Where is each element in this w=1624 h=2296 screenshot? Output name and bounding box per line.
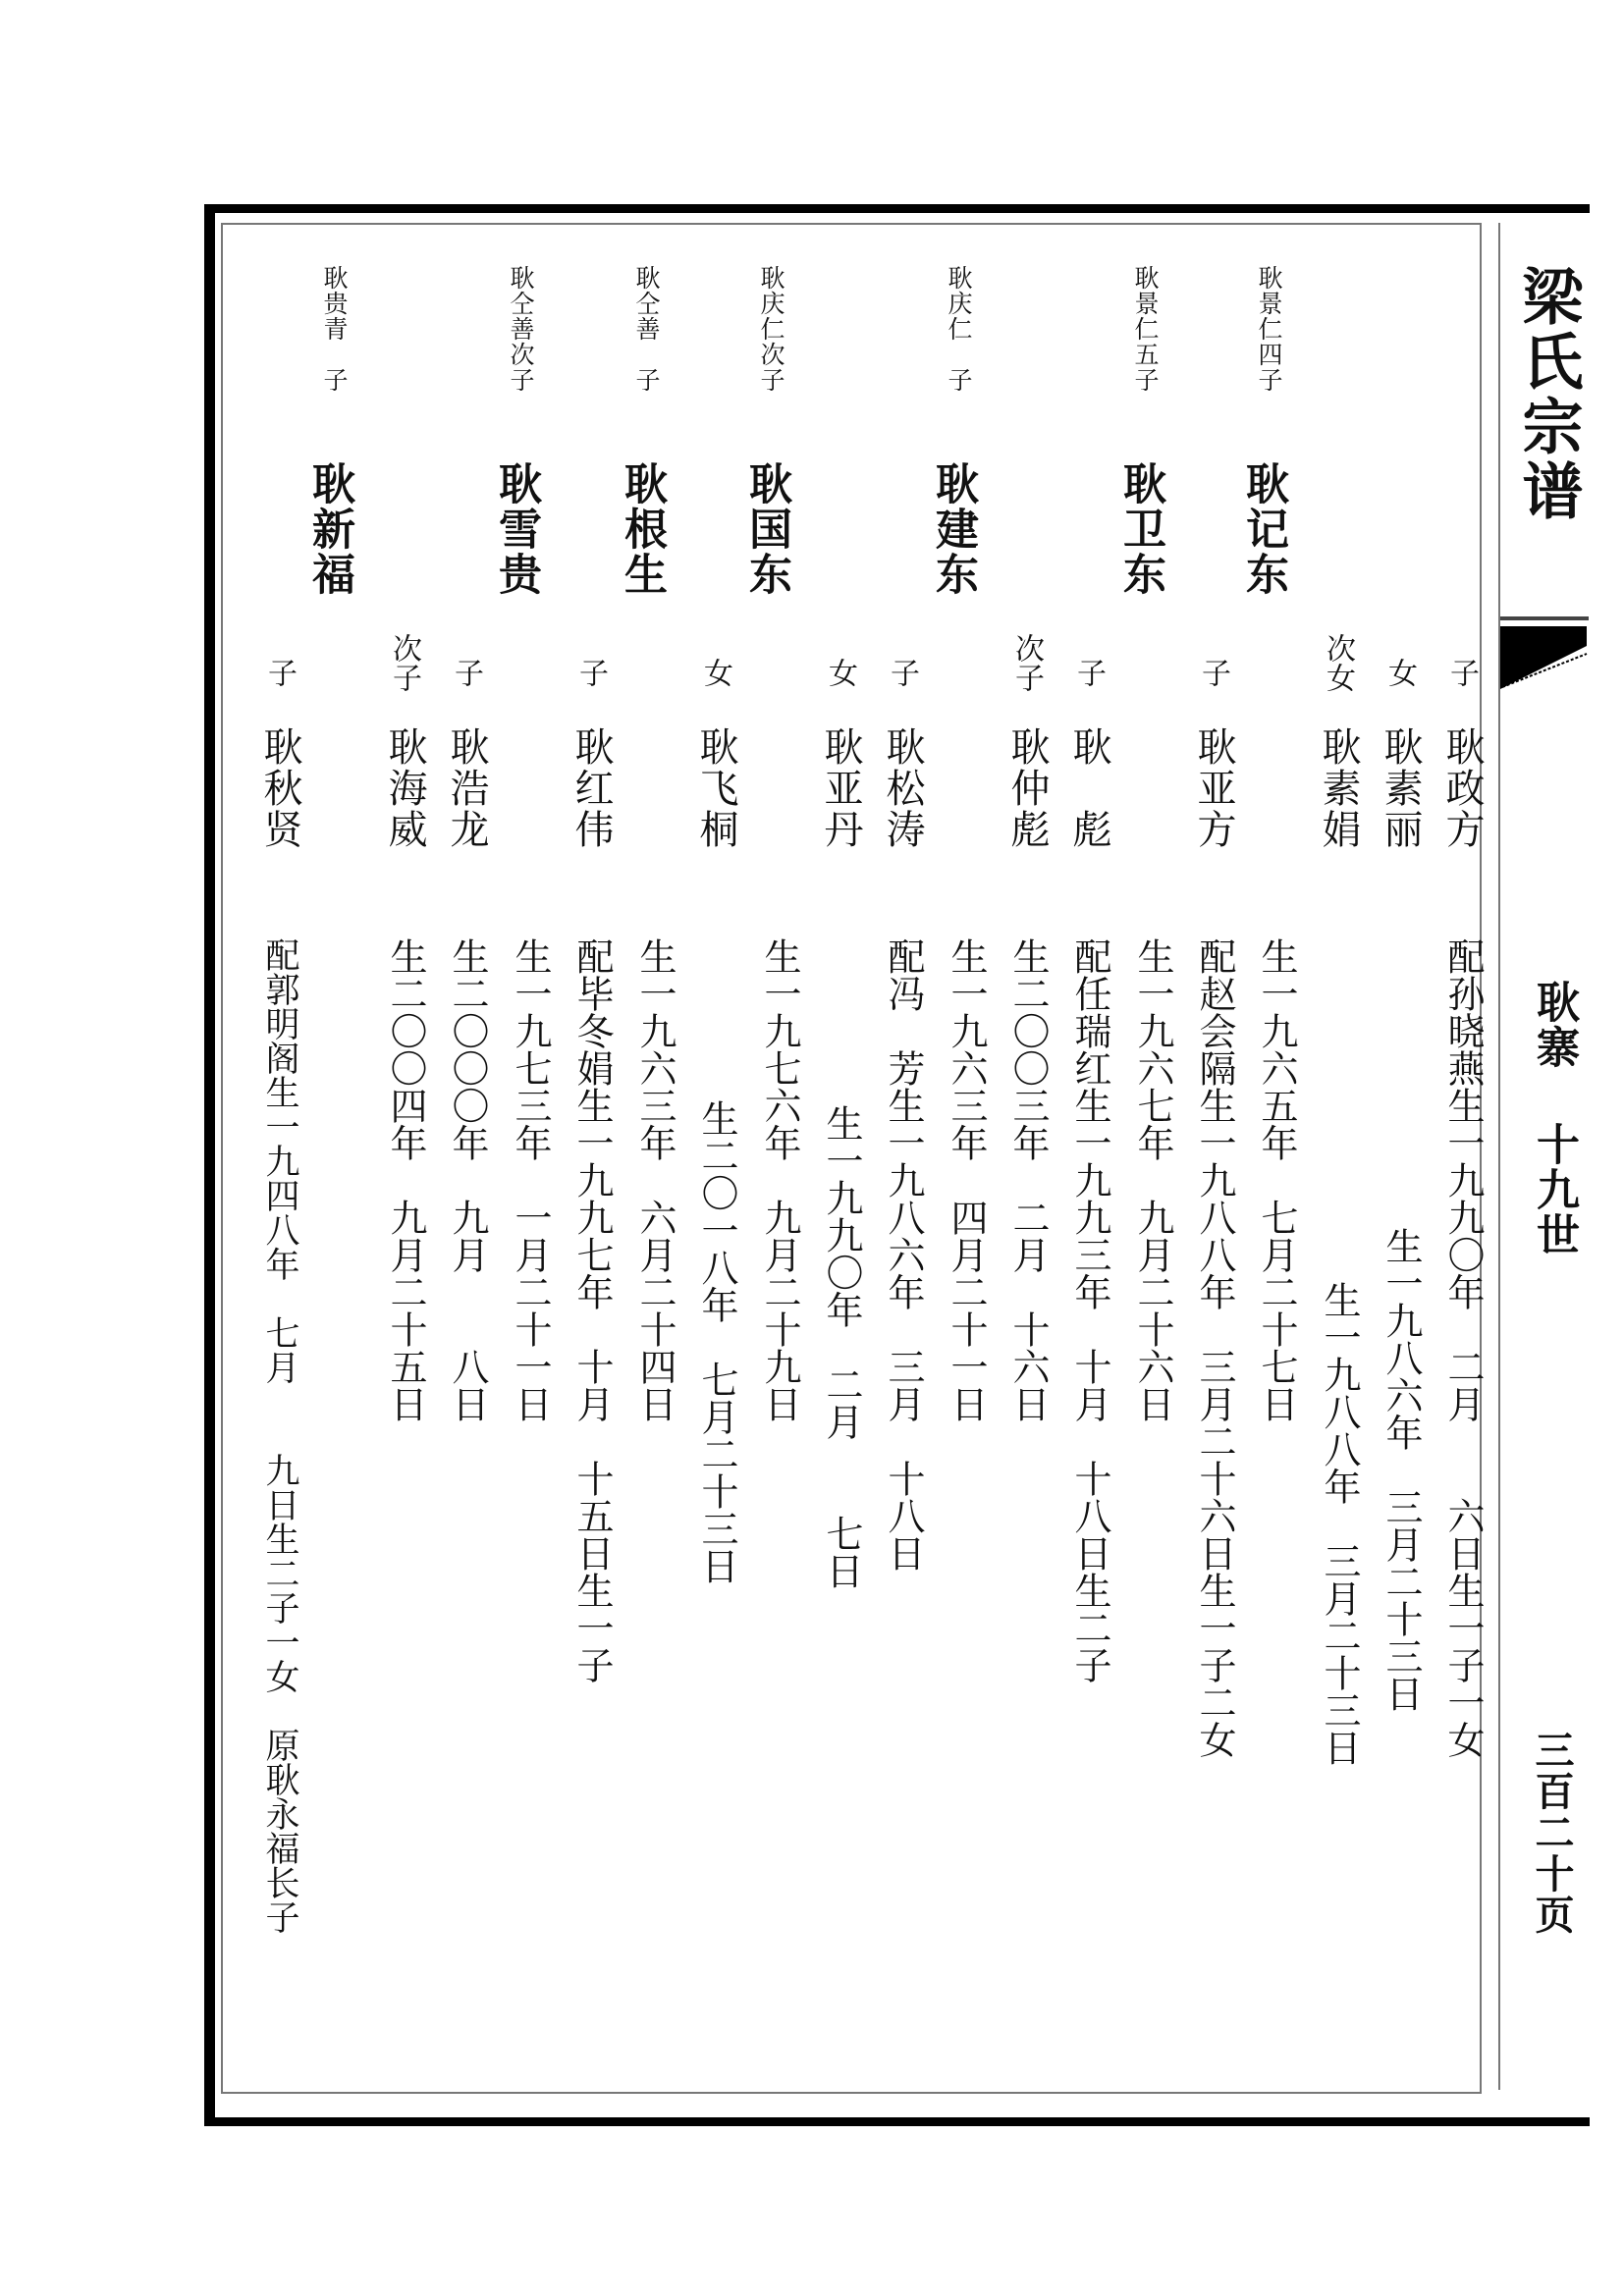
child-description: 生一九六七年 九月二十六日 xyxy=(1131,937,1174,1422)
child-name: 耿浩龙 xyxy=(444,726,489,850)
parent-relation: 耿仝善 子 xyxy=(632,265,661,393)
parent-name: 耿根生 xyxy=(617,461,667,597)
child-name: 耿亚丹 xyxy=(818,726,863,850)
child-relation: 子 xyxy=(449,658,483,687)
book-title: 梁氏宗谱 xyxy=(1512,265,1584,524)
child-description: 生一九八八年 三月二十三日 xyxy=(1318,1281,1361,1766)
child-name: 耿松涛 xyxy=(880,726,925,850)
child-relation: 子 xyxy=(885,658,919,687)
child-relation: 女 xyxy=(698,658,732,687)
child-description: 配任瑞红生一九九三年 十月 十八日生二子 xyxy=(1068,937,1111,1683)
parent-name: 耿雪贵 xyxy=(491,461,541,597)
child-description: 生二〇〇〇年 九月 八日 xyxy=(446,937,489,1422)
child-description: 配郭明阁生一九四八年 七月 九日生二子一女 原耿永福长子 xyxy=(260,937,299,1934)
child-description: 生一九七三年 一月二十一日 xyxy=(509,937,552,1422)
child-name: 耿素丽 xyxy=(1378,726,1423,850)
spine-divider xyxy=(1500,616,1589,620)
child-name: 耿红伟 xyxy=(568,726,614,850)
child-relation: 子 xyxy=(1196,658,1230,687)
child-description: 配冯 芳生一九八六年 三月 十八日 xyxy=(882,937,925,1572)
child-name: 耿政方 xyxy=(1439,726,1485,850)
child-description: 生一九六五年 七月二十七日 xyxy=(1255,937,1298,1422)
parent-name: 耿建东 xyxy=(928,461,978,597)
parent-name: 耿卫东 xyxy=(1115,461,1165,597)
parent-name: 耿国东 xyxy=(741,461,791,597)
child-description: 生二〇〇四年 九月二十五日 xyxy=(384,937,427,1422)
child-relation: 女 xyxy=(1382,658,1417,687)
child-description: 生一九八六年 三月二十三日 xyxy=(1380,1227,1423,1712)
child-name: 耿 彪 xyxy=(1066,726,1111,850)
parent-name: 耿记东 xyxy=(1238,461,1288,597)
generation-label: 耿寨 十九世 xyxy=(1529,980,1579,1257)
parent-relation: 耿庆仁 子 xyxy=(945,265,973,393)
child-relation: 子 xyxy=(262,658,297,687)
child-relation: 次女 xyxy=(1321,633,1355,692)
parent-relation: 耿景仁四子 xyxy=(1255,265,1283,393)
parent-relation: 耿仝善次子 xyxy=(507,265,535,393)
child-relation: 女 xyxy=(823,658,857,687)
child-name: 耿秋贤 xyxy=(257,726,302,850)
parent-relation: 耿景仁五子 xyxy=(1131,265,1160,393)
child-description: 配赵会隔生一九八八年 三月二十六日生一子二女 xyxy=(1193,937,1236,1758)
parent-relation: 耿贵青 子 xyxy=(320,265,349,393)
child-description: 生一九六三年 六月二十四日 xyxy=(633,937,677,1422)
child-description: 配毕冬娟生一九九七年 十月 十五日生一子 xyxy=(570,937,614,1683)
child-description: 配孙晓燕生一九九〇年 二月 六日生一子一女 xyxy=(1441,937,1485,1758)
child-relation: 子 xyxy=(1071,658,1106,687)
child-description: 生一九九〇年 二月 七日 xyxy=(820,1104,863,1589)
child-name: 耿飞桐 xyxy=(693,726,738,850)
parent-name: 耿新福 xyxy=(304,461,354,597)
child-relation: 子 xyxy=(1444,658,1479,687)
child-name: 耿海威 xyxy=(382,726,427,850)
parent-relation: 耿庆仁次子 xyxy=(757,265,785,393)
child-name: 耿亚方 xyxy=(1191,726,1236,850)
fishtail-ornament xyxy=(1500,624,1589,693)
page-number: 三百二十页 xyxy=(1529,1730,1575,1936)
child-name: 耿仲彪 xyxy=(1004,726,1050,850)
child-description: 生一九七六年 九月二十九日 xyxy=(758,937,801,1422)
child-description: 生二〇〇三年 二月 十六日 xyxy=(1006,937,1050,1422)
child-relation: 次子 xyxy=(1009,633,1044,692)
child-relation: 次子 xyxy=(387,633,421,692)
child-description: 生一九六三年 四月二十一日 xyxy=(945,937,988,1422)
child-name: 耿素娟 xyxy=(1316,726,1361,850)
child-description: 生二〇一八年 七月二十三日 xyxy=(695,1099,738,1584)
child-relation: 子 xyxy=(573,658,608,687)
